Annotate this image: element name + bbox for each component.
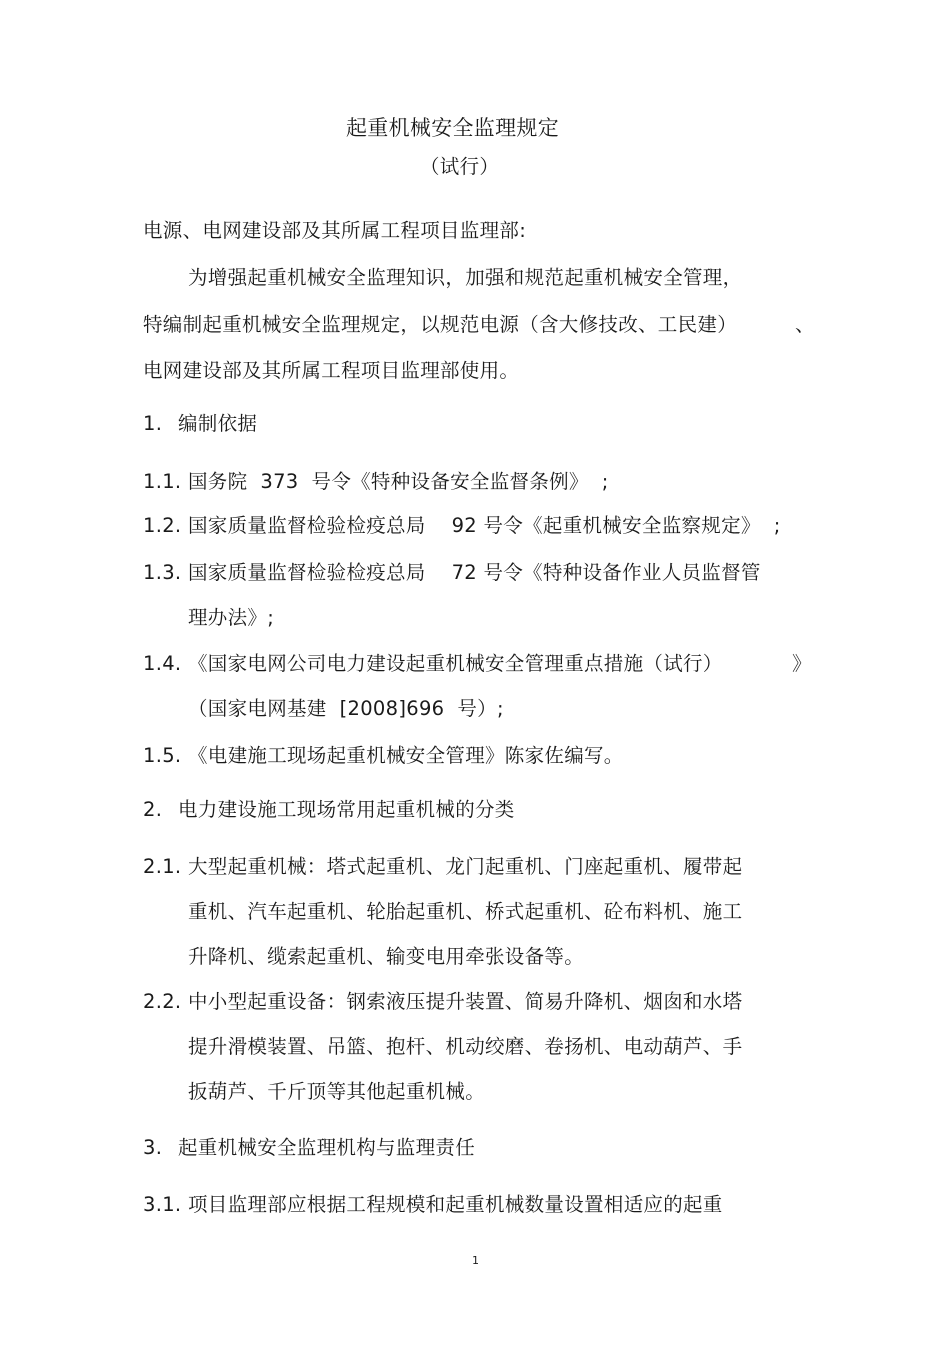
item-3-1-number: 3.1. <box>143 1193 182 1216</box>
item-1-3-text-1: 国家质量监督检验检疫总局 72 号令《特种设备作业人员监督管 <box>188 561 761 584</box>
item-1-2-number: 1.2. <box>143 514 182 537</box>
item-1-3-text-2: 理办法》; <box>188 606 275 629</box>
item-1-4-number: 1.4. <box>143 652 182 675</box>
document-subtitle: （试行） <box>420 155 500 178</box>
item-1-5-number: 1.5. <box>143 744 182 767</box>
addressee: 电源、电网建设部及其所属工程项目监理部: <box>143 219 527 242</box>
intro-line-3: 电网建设部及其所属工程项目监理部使用。 <box>143 359 520 382</box>
document-title: 起重机械安全监理规定 <box>346 116 559 140</box>
item-2-2-number: 2.2. <box>143 990 182 1013</box>
item-1-5-text: 《电建施工现场起重机械安全管理》陈家佐编写。 <box>188 744 624 767</box>
item-2-2-text-1: 中小型起重设备：钢索液压提升装置、简易升降机、烟囱和水塔 <box>188 990 743 1013</box>
item-2-1-text-2: 重机、汽车起重机、轮胎起重机、桥式起重机、砼布料机、施工 <box>188 900 743 923</box>
section-3-heading: 起重机械安全监理机构与监理责任 <box>178 1136 476 1159</box>
intro-line-1: 为增强起重机械安全监理知识，加强和规范起重机械安全管理， <box>188 266 743 289</box>
section-1-number: 1. <box>143 412 163 435</box>
item-1-1-number: 1.1. <box>143 470 182 493</box>
section-2-number: 2. <box>143 798 163 821</box>
section-3-number: 3. <box>143 1136 163 1159</box>
item-2-1-text-1: 大型起重机械：塔式起重机、龙门起重机、门座起重机、履带起 <box>188 855 743 878</box>
item-2-1-number: 2.1. <box>143 855 182 878</box>
item-2-2-text-2: 提升滑模装置、吊篮、抱杆、机动绞磨、卷扬机、电动葫芦、手 <box>188 1035 743 1058</box>
section-1-heading: 编制依据 <box>178 412 258 435</box>
item-1-3-number: 1.3. <box>143 561 182 584</box>
item-1-2-text: 国家质量监督检验检疫总局 92 号令《起重机械安全监察规定》 ; <box>188 514 781 537</box>
item-3-1-text: 项目监理部应根据工程规模和起重机械数量设置相适应的起重 <box>188 1193 723 1216</box>
page-number: 1 <box>472 1254 480 1267</box>
item-1-4-text-2: （国家电网基建 [2008]696 号）; <box>188 697 504 720</box>
item-2-1-text-3: 升降机、缆索起重机、输变电用牵张设备等。 <box>188 945 585 968</box>
item-1-1-text: 国务院 373 号令《特种设备安全监督条例》 ; <box>188 470 609 493</box>
section-2-heading: 电力建设施工现场常用起重机械的分类 <box>178 798 515 821</box>
intro-line-2: 特编制起重机械安全监理规定，以规范电源（含大修技改、工民建） <box>143 313 738 336</box>
intro-line-2-trailing: 、 <box>795 313 815 336</box>
item-1-4-text-1: 《国家电网公司电力建设起重机械安全管理重点措施（试行） <box>188 652 723 675</box>
item-2-2-text-3: 扳葫芦、千斤顶等其他起重机械。 <box>188 1080 486 1103</box>
item-1-4-trailing: 》 <box>792 652 812 675</box>
